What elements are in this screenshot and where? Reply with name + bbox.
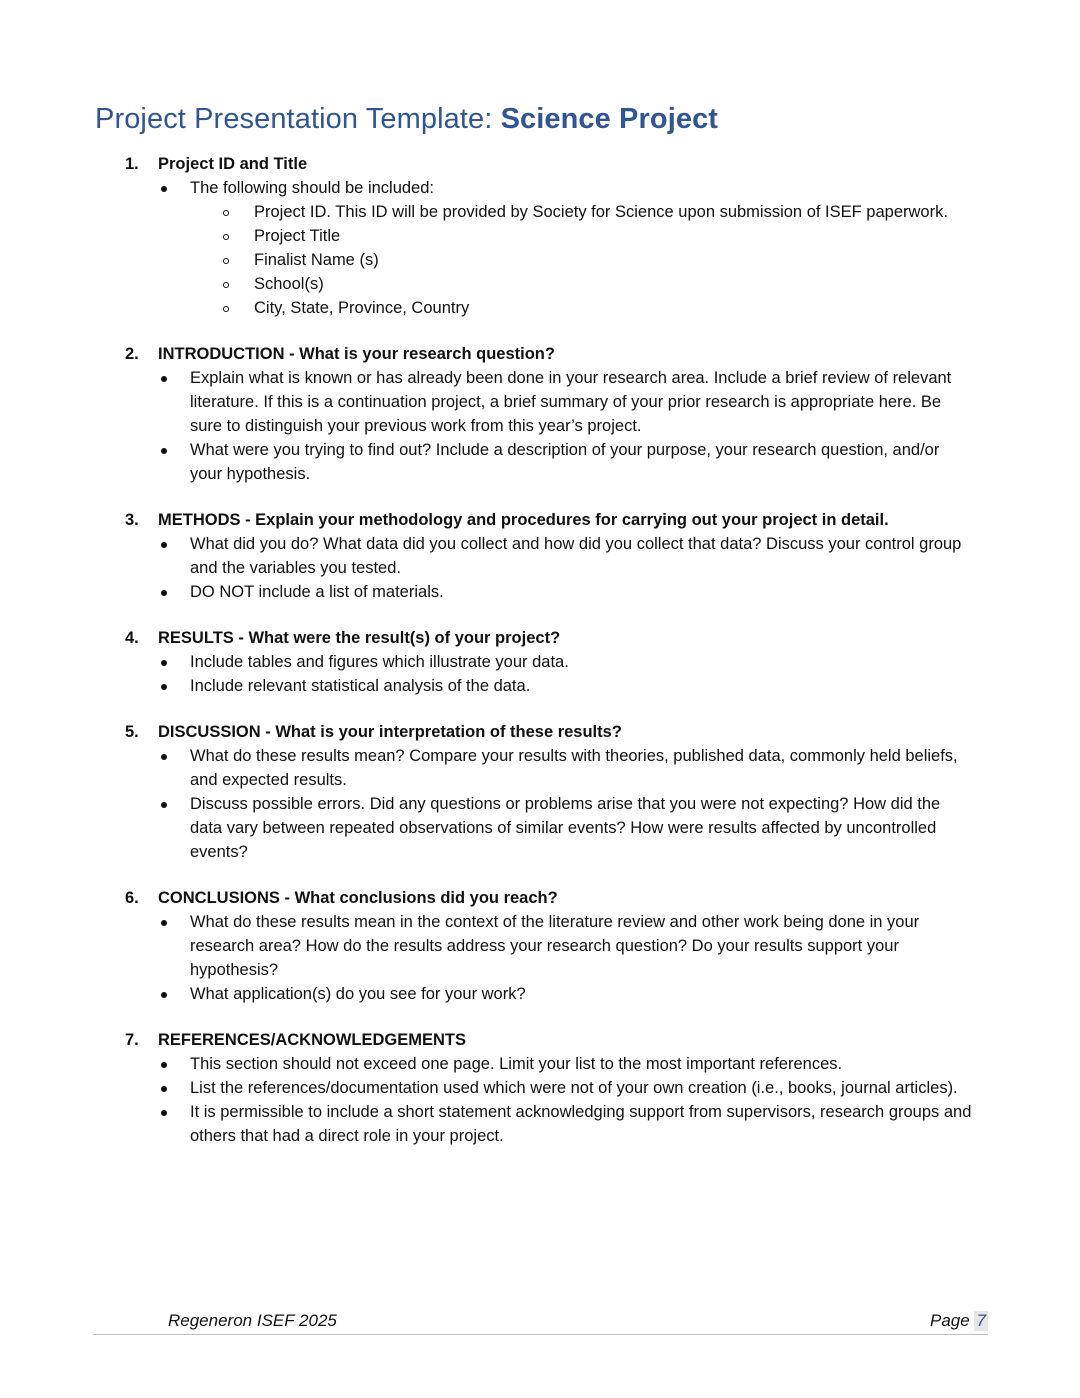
bullet-text: What do these results mean? Compare your results with theories, published data, commonly held beliefs, and expected results. [190,747,958,789]
bullet-list [158,366,975,486]
footer-page-label: Page [930,1311,975,1330]
section-heading: CONCLUSIONS - What conclusions did you reach? [158,889,558,907]
bullet-text: The following should be included: [190,179,434,197]
section-number: 3. [125,511,139,529]
hollow-circle-icon [223,258,229,264]
sub-bullet-item [254,272,975,296]
bullet-text: What do these results mean in the context of the literature review and other work being done in your research area? How do the results address your research question? Do your results support your hypothesis? [190,913,920,979]
bullet-list [158,176,975,320]
sections-list [125,152,975,1170]
bullet-text: DO NOT include a list of materials. [190,583,444,601]
section-number: 7. [125,1031,139,1049]
bullet-item [190,910,975,982]
sub-bullet-text: City, State, Province, Country [254,299,470,317]
hollow-circle-icon [223,210,229,216]
bullet-dot-icon [161,542,167,548]
section-number: 1. [125,155,139,173]
bullet-item [190,366,975,438]
bullet-text: Include relevant statistical analysis of the data. [190,677,531,695]
section-heading: INTRODUCTION - What is your research question? [158,345,555,363]
page-title-emphasis: Science Project [500,103,719,135]
section-4 [125,626,975,698]
bullet-text: What did you do? What data did you collect and how did you collect that data? Discuss your control group and the variables you tested. [190,535,962,577]
sub-bullet-item [254,296,975,320]
bullet-list [158,650,975,698]
section-number: 5. [125,723,139,741]
bullet-dot-icon [161,448,167,454]
bullet-dot-icon [161,684,167,690]
section-2 [125,342,975,486]
bullet-list [158,532,975,604]
bullet-item [190,1076,975,1100]
page-title [95,103,718,136]
bullet-list [158,1052,975,1148]
sub-bullet-list [190,200,975,320]
footer-event-name: Regeneron ISEF 2025 [168,1311,337,1330]
hollow-circle-icon [223,306,229,312]
bullet-dot-icon [161,376,167,382]
footer-rule [93,1334,988,1335]
section-number: 4. [125,629,139,647]
bullet-dot-icon [161,660,167,666]
bullet-dot-icon [161,186,167,192]
bullet-dot-icon [161,754,167,760]
bullet-dot-icon [161,1110,167,1116]
sub-bullet-text: School(s) [254,275,324,293]
bullet-text: This section should not exceed one page. Limit your list to the most important references. [190,1055,843,1073]
bullet-item [190,438,975,486]
section-heading: RESULTS - What were the result(s) of your project? [158,629,561,647]
bullet-dot-icon [161,992,167,998]
footer-page-number: 7 [976,1311,986,1330]
bullet-dot-icon [161,920,167,926]
section-heading: METHODS - Explain your methodology and procedures for carrying out your project in detail. [158,511,889,529]
bullet-item [190,792,975,864]
bullet-text: List the references/documentation used which were not of your own creation (i.e., books, journal articles). [190,1079,958,1097]
bullet-item [190,176,975,320]
bullet-item [190,744,975,792]
hollow-circle-icon [223,234,229,240]
bullet-item [190,674,975,698]
sub-bullet-text: Project Title [254,227,341,245]
sub-bullet-item [254,248,975,272]
sub-bullet-text: Finalist Name (s) [254,251,379,269]
sub-bullet-item [254,200,975,224]
section-number: 6. [125,889,139,907]
sub-bullet-text: Project ID. This ID will be provided by Society for Science upon submission of ISEF paperwork. [254,203,948,221]
bullet-list [158,910,975,1006]
bullet-item [190,1052,975,1076]
bullet-dot-icon [161,1062,167,1068]
bullet-text: Explain what is known or has already been done in your research area. Include a brief review of relevant literature. If this is a continuation project, a brief summary of your prior research is appropriate here. Be sure to distinguish your previous work from this year’s project. [190,369,952,435]
bullet-list [158,744,975,864]
bullet-text: It is permissible to include a short statement acknowledging support from supervisors, research groups and others that had a direct role in your project. [190,1103,972,1145]
section-5 [125,720,975,864]
section-7 [125,1028,975,1148]
section-1 [125,152,975,320]
bullet-dot-icon [161,802,167,808]
page-title-prefix: Project Presentation Template: [95,103,501,135]
section-6 [125,886,975,1006]
footer-page [930,1311,988,1331]
bullet-text: What application(s) do you see for your work? [190,985,526,1003]
section-3 [125,508,975,604]
bullet-item [190,580,975,604]
section-heading: DISCUSSION - What is your interpretation of these results? [158,723,622,741]
bullet-item [190,532,975,580]
section-number: 2. [125,345,139,363]
bullet-text: Discuss possible errors. Did any questions or problems arise that you were not expecting? How did the data vary between repeated observations of similar events? How were results affected by uncontrolled events? [190,795,941,861]
bullet-item [190,1100,975,1148]
hollow-circle-icon [223,282,229,288]
bullet-text: Include tables and figures which illustrate your data. [190,653,569,671]
sub-bullet-item [254,224,975,248]
bullet-dot-icon [161,590,167,596]
bullet-dot-icon [161,1086,167,1092]
bullet-item [190,650,975,674]
section-heading: REFERENCES/ACKNOWLEDGEMENTS [158,1031,467,1049]
bullet-item [190,982,975,1006]
bullet-text: What were you trying to find out? Include a description of your purpose, your research question, and/or your hypothesis. [190,441,940,483]
section-heading: Project ID and Title [158,155,308,173]
